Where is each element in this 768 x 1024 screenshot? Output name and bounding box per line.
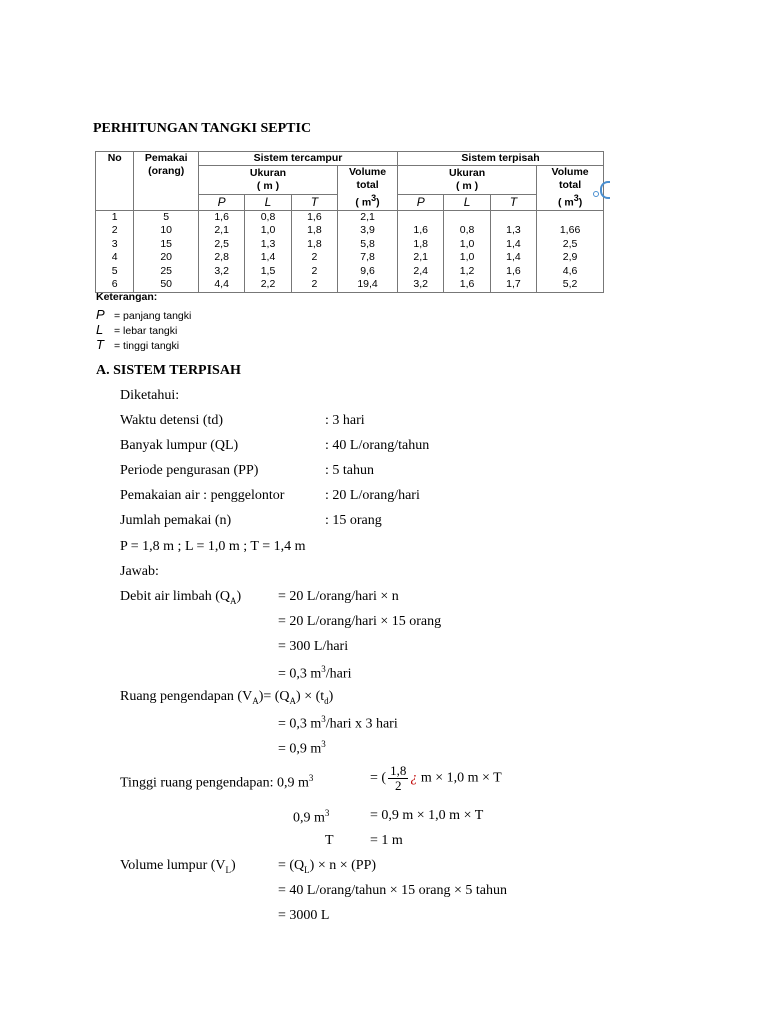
table-cell: 1,4 (245, 251, 291, 265)
tinggi-step-2-left: 0,9 $m^3$ (293, 808, 330, 826)
table-cell: 1,8 (398, 238, 444, 252)
table-cell: 2,9 (537, 251, 604, 265)
unknown-char-mark: ¿ (410, 770, 418, 786)
dimensions-line: P = 1,8 m ; L = 1,0 m ; T = 1,4 m (120, 539, 306, 554)
debit-step-2: = 20 L/orang/hari × 15 orang (278, 614, 442, 629)
table-cell: 5 (134, 210, 198, 224)
col-l2: L (444, 195, 490, 211)
legend-p: P = panjang tangki (96, 307, 192, 322)
diketahui-label: Diketahui: (120, 388, 180, 403)
fraction: $\frac{1,8}{2}$ (390, 763, 407, 793)
volume-step-3: = 3000 L (278, 908, 330, 923)
known-label-5: Jumlah pemakai (n) (120, 513, 232, 528)
col-volume-pisah: Volume total ( $m^3$) (537, 166, 604, 211)
table-cell: 4 (96, 251, 134, 265)
table-cell: 1,66 (537, 224, 604, 238)
table-cell: 1,0 (444, 251, 490, 265)
volume-lumpur-label: Volume lumpur $(V_L)$ (120, 858, 236, 875)
table-cell: 2,1 (338, 210, 398, 224)
table-cell: 2 (291, 251, 337, 265)
table-cell: 5 (96, 265, 134, 279)
tinggi-label: Tinggi ruang pengendapan: 0,9 $m^3$ (120, 773, 314, 791)
col-p2: P (398, 195, 444, 211)
table-row (96, 224, 604, 238)
debit-label: Debit air limbah $(Q_A)$ (120, 589, 242, 606)
table-cell: 4,6 (537, 265, 604, 279)
table-cell: 4,4 (198, 278, 244, 292)
table-row (96, 238, 604, 252)
col-volume-campur: Volume total ( $m^3$) (338, 166, 398, 211)
page-title: PERHITUNGAN TANGKI SEPTIC (93, 121, 312, 136)
septic-table (95, 151, 604, 293)
section-heading: A. SISTEM TERPISAH (96, 363, 241, 378)
debit-step-1: = 20 L/orang/hari × n (278, 589, 399, 604)
table-cell: 3,2 (198, 265, 244, 279)
table-cell: 9,6 (338, 265, 398, 279)
table-row (96, 265, 604, 279)
table-cell: 1,3 (245, 238, 291, 252)
col-p: P (198, 195, 244, 211)
table-cell: 5,8 (338, 238, 398, 252)
table-cell: 20 (134, 251, 198, 265)
blue-dot-mark (593, 191, 599, 197)
known-value-2: : 40 L/orang/tahun (325, 438, 430, 453)
table-cell: 2,5 (537, 238, 604, 252)
ruang-pengendapan-line: Ruang pengendapan $(V_A)= (Q_A) \times (t_d)$ (120, 689, 334, 706)
table-cell: 2,1 (198, 224, 244, 238)
keterangan-label: Keterangan: (96, 291, 158, 303)
table-cell: 2,4 (398, 265, 444, 279)
col-ukuran-campur: Ukuran ( m ) (198, 166, 337, 195)
table-cell: 2 (291, 265, 337, 279)
table-cell: 6 (96, 278, 134, 292)
table-cell: 0,8 (245, 210, 291, 224)
table-cell: 3,9 (338, 224, 398, 238)
known-label-3: Periode pengurasan (PP) (120, 463, 259, 478)
table-cell: 2,1 (398, 251, 444, 265)
table-cell: 1,7 (490, 278, 536, 292)
table-cell: 1 (96, 210, 134, 224)
tinggi-step-2-right: = 0,9 m × 1,0 m × T (370, 808, 484, 823)
table-row (96, 210, 604, 224)
table-cell (444, 210, 490, 224)
table-cell: 50 (134, 278, 198, 292)
table-cell: 2 (291, 278, 337, 292)
col-ukuran-pisah: Ukuran ( m ) (398, 166, 537, 195)
table-cell: 2 (96, 224, 134, 238)
tinggi-equation: = ( $\frac{1,8}{2}$ ¿ m × 1,0 m × T (370, 763, 502, 793)
legend-l: L = lebar tangki (96, 322, 178, 337)
table-cell: 1,6 (490, 265, 536, 279)
ruang-step-2: = 0,3 $m^3$/hari x 3 hari (278, 714, 398, 732)
col-pemakai: Pemakai (orang) (134, 152, 198, 211)
table-cell: 1,3 (490, 224, 536, 238)
table-cell: 1,4 (490, 238, 536, 252)
known-label-4: Pemakaian air : penggelontor (120, 488, 285, 503)
table-cell: 1,8 (291, 238, 337, 252)
table-cell (537, 210, 604, 224)
table-cell: 2,2 (245, 278, 291, 292)
known-label-1: Waktu detensi (td) (120, 413, 224, 428)
debit-step-4: = 0,3 $m^3$/hari (278, 664, 352, 682)
table-cell: 2,8 (198, 251, 244, 265)
table-cell: 3 (96, 238, 134, 252)
col-sistem-tercampur: Sistem tercampur (198, 152, 397, 166)
known-value-4: : 20 L/orang/hari (325, 488, 420, 503)
table-cell: 1,5 (245, 265, 291, 279)
tinggi-step-3-left: T (325, 833, 334, 848)
table-cell: 1,6 (291, 210, 337, 224)
table-cell (490, 210, 536, 224)
col-sistem-terpisah: Sistem terpisah (398, 152, 604, 166)
known-label-2: Banyak lumpur (QL) (120, 438, 239, 453)
table-cell: 1,0 (245, 224, 291, 238)
table-cell: 1,0 (444, 238, 490, 252)
tinggi-step-3-right: = 1 m (370, 833, 403, 848)
col-l: L (245, 195, 291, 211)
legend-t: T = tinggi tangki (96, 337, 180, 352)
jawab-label: Jawab: (120, 564, 159, 579)
ruang-step-3: = 0,9 $m^3$ (278, 739, 326, 757)
table-cell: 1,4 (490, 251, 536, 265)
table-cell: 1,8 (291, 224, 337, 238)
table-cell: 15 (134, 238, 198, 252)
table-cell: 1,6 (198, 210, 244, 224)
col-t2: T (490, 195, 536, 211)
table-cell: 1,2 (444, 265, 490, 279)
volume-step-1: = $(Q_L) \times n \times (PP)$ (278, 858, 377, 875)
known-value-1: : 3 hari (325, 413, 365, 428)
table-row (96, 278, 604, 292)
col-t: T (291, 195, 337, 211)
table-cell: 7,8 (338, 251, 398, 265)
table-cell: 1,6 (398, 224, 444, 238)
volume-step-2: = 40 L/orang/tahun × 15 orang × 5 tahun (278, 883, 507, 898)
table-cell: 3,2 (398, 278, 444, 292)
debit-step-3: = 300 L/hari (278, 639, 349, 654)
table-cell: 1,6 (444, 278, 490, 292)
table-cell: 0,8 (444, 224, 490, 238)
known-value-5: : 15 orang (325, 513, 382, 528)
table-cell (398, 210, 444, 224)
table-cell: 25 (134, 265, 198, 279)
table-cell: 19,4 (338, 278, 398, 292)
table-row (96, 251, 604, 265)
blue-arc-mark (600, 181, 610, 199)
known-value-3: : 5 tahun (325, 463, 374, 478)
table-cell: 2,5 (198, 238, 244, 252)
table-cell: 10 (134, 224, 198, 238)
table-cell: 5,2 (537, 278, 604, 292)
col-no: No (96, 152, 134, 211)
